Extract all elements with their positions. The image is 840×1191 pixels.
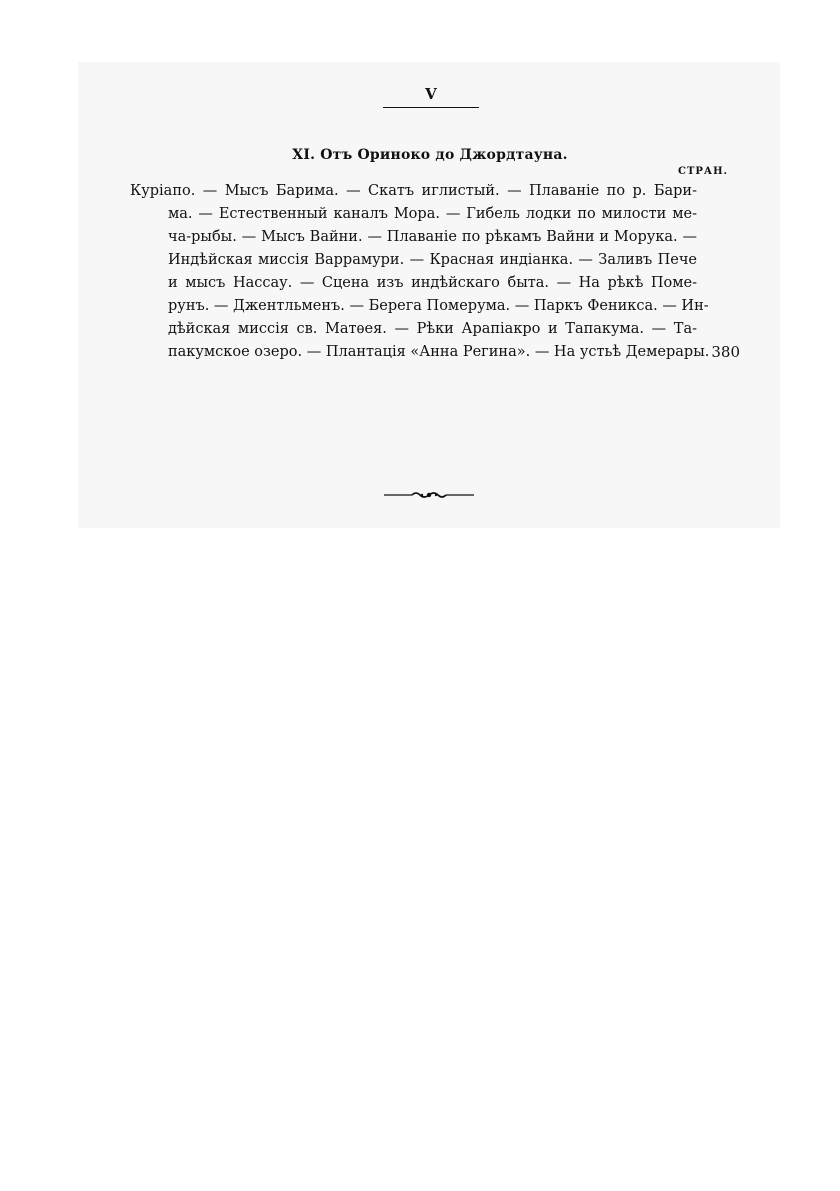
page-number: V (425, 85, 437, 103)
entry-line: пакумское озеро. — Плантація «Анна Регина». — На устьѣ Демерары. (168, 344, 710, 360)
ornament-divider-icon (384, 488, 474, 502)
entry-line: ча-рыбы. — Мысъ Вайни. — Плаваніе по рѣкамъ Вайни и Морука. — (168, 229, 697, 245)
entry-line: дѣйская миссія св. Матѳея. — Рѣки Арапіакро и Тапакума. — Та- (168, 321, 697, 337)
entry-line: и мысъ Нассау. — Сцена изъ индѣйскаго быта. — На рѣкѣ Поме- (168, 275, 697, 291)
entry-line: ма. — Естественный каналъ Мора. — Гибель лодки по милости ме- (168, 206, 697, 222)
page-column-label: СТРАН. (678, 166, 728, 177)
chapter-title: XI. Отъ Ориноко до Джордтауна. (292, 147, 568, 163)
entry-line: рунъ. — Джентльменъ. — Берега Померума. — Паркъ Феникса. — Ин- (168, 298, 709, 314)
entry-line: Куріапо. — Мысъ Барима. — Скатъ иглистый. — Плаваніе по р. Бари- (130, 183, 697, 199)
page-reference: 380 (711, 343, 740, 361)
entry-line: Индѣйская миссія Варрамури. — Красная индіанка. — Заливъ Пече (168, 252, 697, 268)
header-rule (383, 107, 479, 108)
